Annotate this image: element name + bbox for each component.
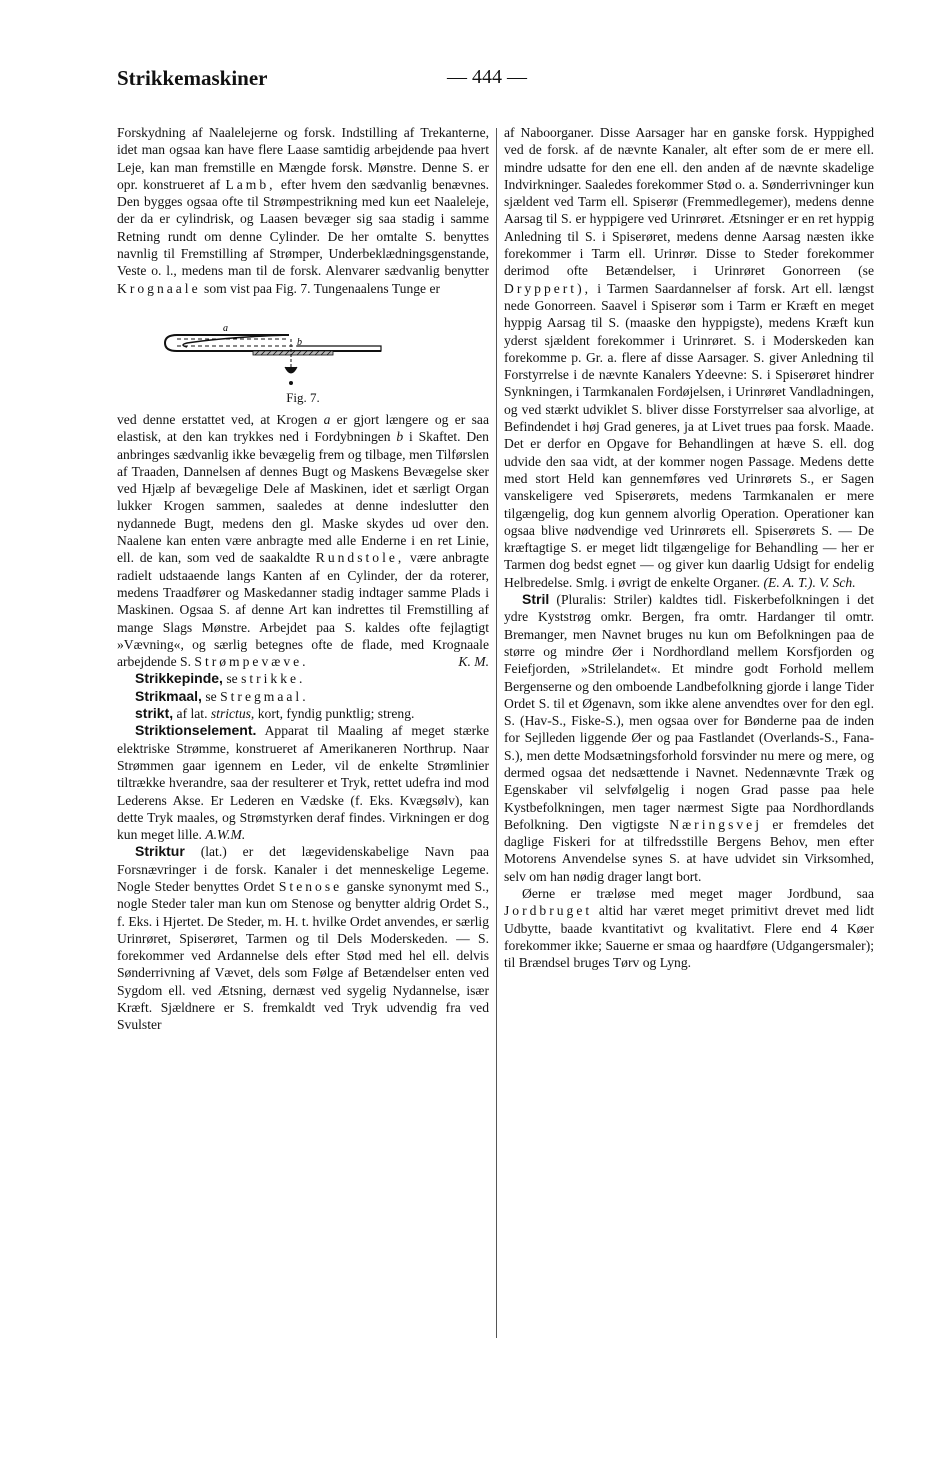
entry-striktionselement: Striktionselement. Apparat til Maaling af meget stærke elektriske Strømme, konstrueret af Amerikaneren Northrup. Naar Strømmen gaar igennem en Leder, vil de enkelte Strømlinier tiltrække hverandre, saa der resulterer et Tryk, rettet udefra ind mod Lederens Akse. Er Lederen en Vædske (f. Eks. Kvægsølv), kan dette Tryk maales, og Strømstyrken deraf findes. Virkningen er dog kun meget lille. A.W.M.: [117, 722, 489, 843]
entry-striktur: Striktur (lat.) er det lægevidenskabelige Navn paa Forsnævringer i de forsk. Kanaler i det menneskelige Legeme. Nogle Steder benyttes Ordet Stenose ganske synonymt med S., nogle Steder taler man kun om Stenose og benytter aldrig Ordet S., f. Eks. i Hjertet. De Steder, m. H. t. hvilke Ordet anvendes, er særlig Urinrøret, Spiserøret, Tarmen og til Dels Moderskeden. — S. forekommer ved Ardannelse dels efter Stød med hel ell. delvis Sønderrivning af Vævet, dels som Følge af Betændelser enten ved Sygdom ell. ved Ætsning, dernæst ved sygelig Nydannelse, især Kræft. Sjældnere er S. fremkaldt ved Tryk udvendig fra ved Svulster: [117, 843, 489, 1033]
headword: Striktionselement.: [135, 722, 257, 739]
right-column: [504, 124, 874, 1344]
knitting-needle-diagram: [157, 299, 457, 387]
figure-7: [117, 299, 489, 411]
headword: Strikkepinde,: [135, 670, 223, 687]
entry-strikkepinde: Strikkepinde, se strikke.: [135, 670, 306, 687]
label-a: a: [223, 322, 228, 334]
signature: K. M.: [458, 654, 489, 670]
left-column: [117, 124, 489, 1344]
running-title: Strikkemaskiner: [117, 66, 268, 90]
page-header: [117, 66, 837, 94]
entry-stril: Stril (Pluralis: Striler) kaldtes tidl. Fiskerbefolkningen i det ydre Kyststrøg omkr. Bergen, fra omtr. Hardanger til omtr. Bremanger, men Navnet bruges nu kun om Befolkningen paa de større og mindre Øer i Nordhordland mellem Korsfjorden og Feiefjorden, »Strilelandet«. Et mindre godt Forhold mellem Bergenserne og den omboende Landbefolkning gjorde i lange Tider Ordet S. til et Øgenavn, som ikke alene anvendtes over for den egl. S. (Hav-S., Fiske-S.), men ogsaa over for Bønderne paa de inden for Sejlleden liggende Øer og paa Fastlandet (Overlands-S., Fana-S.), men dette Modsætningsforhold forsvinder nu mere og mere, og dermed ogsaa det nedsættende i Navnet. Nedennævnte Træk og Egenskaber vil selvfølgelig i nogen Grad passe paa hele Kystbefolkningen, men tager nærmest Sigte paa Nordhordlands Befolkning. Den vigtigste Næringsvej er fremdeles det daglige Fiskeri for at tilfredsstille Bergens Behov, men efter Motorens Anvendelse synes S. at have udvidet sin Virksomhed, selv om han nødig drager langt bort.: [504, 591, 874, 884]
paragraph: ved denne erstattet ved, at Krogen a er gjort længere og er saa elastisk, at den kan trykkes ned i Fordybningen b i Skaftet. Den anbringes sædvanlig ikke bevægelig frem og tilbage, men Tilførslen af Traaden, Dannelsen af dennes Bugt og Maskens Bevægelse sker ved Hjælp af bevægelige Dele af Maskinen, idet et særligt Organ lukker Krogen sammen, saaledes at denne indeslutter den nydannede Bugt, medens den gl. Maske skydes ud over den. Naalene kan enten være anbragte med alle Enderne i en ret Linie, ell. de kan, som ved de saakaldte Rundstole, være anbragte radielt udstaaende langs Kanten af en Cylinder, der da roterer, medens Traadfører og Maskedanner stadig indtager samme Plads i Maskinen. Ogsaa S. af denne Art kan indrettes til Fremstilling af mange Slags Mønstre. Arbejdet paa S. kaldes ofte fejlagtigt »Vævning«, og særlig betegnes ofte de flade, med Krognaale arbejdende S. Strømpevæve. K. M.: [117, 411, 489, 670]
signature: A.W.M.: [205, 827, 246, 843]
paragraph: Øerne er træløse med meget mager Jordbund, saa Jordbruget altid har været meget primitivt drevet med lidt Udbytte, baade kvantitativt og kvalitativt. Flere end 4 Køer forekommer ikke; Sauerne er smaa og haardføre (Udgangersmaler); til Brændsel bruges Tørv og Lyng.: [504, 886, 874, 971]
label-b: b: [297, 336, 302, 348]
headword: Strikmaal,: [135, 687, 202, 704]
page-number: — 444 —: [447, 66, 527, 88]
paragraph: Forskydning af Naalelejerne og forsk. Indstilling af Trekanterne, idet man ogsaa kan have flere Laase samtidig arbejdende paa hvert Leje, kan man fremstille en Mængde forsk. Mønstre. Denne S. er opr. konstrueret af Lamb, efter hvem den sædvanlig benævnes. Den bygges ogsaa ofte til Strømpestrikning med kun eet Naaleleje, der da er cylindrisk, og Laasen bevæger sig saa stadig i samme Retning rundt om denne Cylinder. De her omtalte S. benyttes navnlig til Fremstilling af Strømper, Underbeklædningsgenstande, Veste o. l., medens man til de forsk. Alenvarer sædvanlig benytter Krognaale som vist paa Fig. 7. Tungenaalens Tunge er: [117, 125, 489, 296]
paragraph: af Naboorganer. Disse Aarsager har en ganske forsk. Hyppighed ved de forsk. af de nævnte Kanaler, alt efter som de er mere ell. mindre udsatte for den ene ell. den anden af de nævnte skadelige Indvirkninger. Saaledes forekommer Stød o. a. Sønderrivninger kun sjældent ved Tarm ell. Spiserør (Fremmedlegemer), medens denne Aarsag til S. er hyppigere ved Urinrøret. Ætsninger er en ret hyppig Anledning til S. i Spiserøret, medens denne Aarsag næsten ikke forekommer i Tarm ell. Urinrør. Disse to Steder forekommer derimod ofte Betændelser, i Urinrøret Gonorreen (se Dryppert), i Tarmen Saardannelser af forsk. Art ell. længst nede Gonorreen. Saavel i Spiserør som i Tarm er Kræft en meget hyppig Aarsag til S. (maaske den hyppigste), medens Kræft kun yderst sjældent forekommer i Urinrøret. S. i Moderskeden kan forekomme p. Gr. a. flere af disse Aarsager. S. giver Anledning til Forstyrrelse i de nævnte Kanalers Ydeevne: S. i Spiserøret hindrer Synkningen, i Tarmkanalen Fordøjelsen, i Urinrøret Vandladningen, og ved stærkt udviklet S. bliver disse Forstyrrelser saa alvorlige, at Befindendet i høj Grad generes, ja at Livet trues paa forsk. Maade. Det er derfor en Opgave for Behandlingen at hæve S. ell. dog udvide den saa vidt, at der kommer nogen Passage. Medens dette med stort Held kan gennemføres ved Urinrørets S., er Sagen vanskeligere ved Spiserørets, medens Tarmkanalen er mere tilgængelig, dog kun gennem alvorlig Operation. Operationer kan ogsaa blive nødvendige ved Urinrørets ell. Spiserørets S. — De kræftagtige S. er meget lidt tilgængelige for Behandling — her er Tarmen dog bedst egnet — og giver kun daarlig Udsigt for endelig Helbredelse. Smlg. i øvrigt de enkelte Organer. (E. A. T.). V. Sch.: [504, 125, 874, 590]
signature: (E. A. T.). V. Sch.: [763, 574, 856, 590]
headword: Striktur: [135, 843, 185, 860]
headword: Stril: [522, 591, 550, 608]
entry-strikmaal: Strikmaal, se Stregmaal.: [135, 687, 309, 704]
headword: strikt,: [135, 705, 174, 722]
figure-caption: Fig. 7.: [286, 389, 320, 405]
column-divider: [496, 128, 497, 1338]
entry-strikt: strikt, af lat. strictus, kort, fyndig punktlig; streng.: [135, 705, 415, 722]
